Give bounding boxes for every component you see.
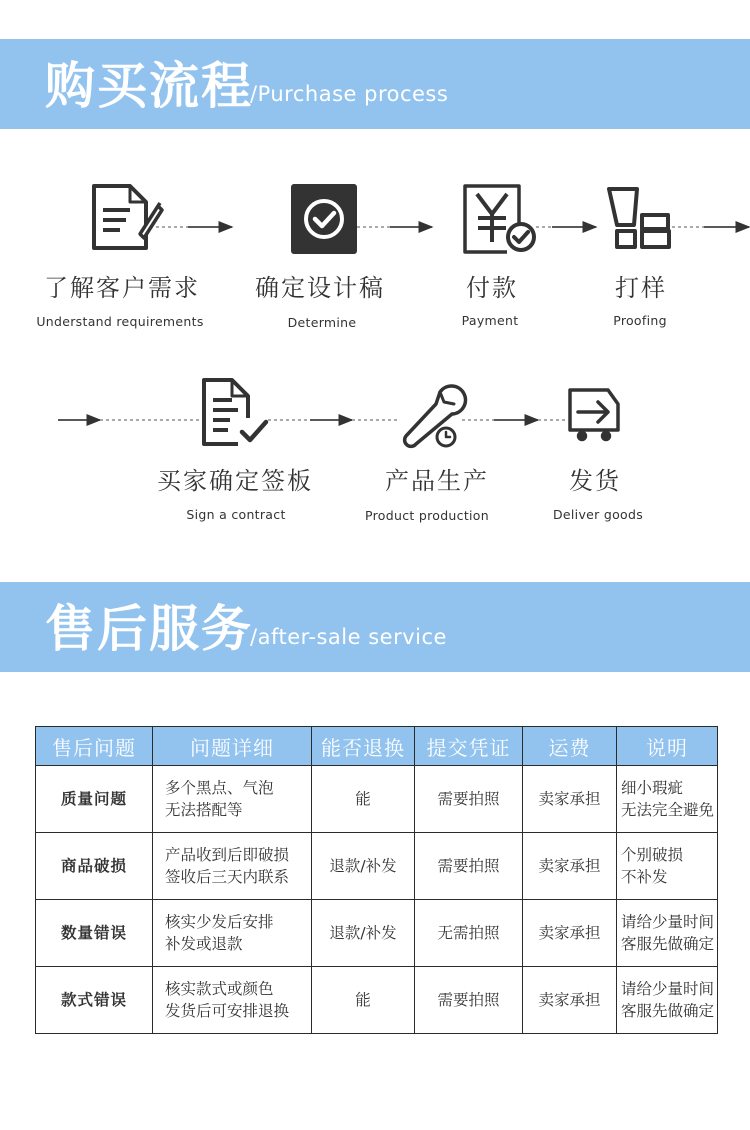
issue-name: 质量问题 — [36, 766, 153, 833]
wrench-clock-icon — [405, 386, 466, 446]
step-label-zh: 确定设计稿 — [255, 274, 385, 302]
table-row — [36, 833, 718, 900]
proof-value: 需要拍照 — [415, 967, 523, 1034]
aftersale-subtitle: /after-sale service — [250, 625, 447, 649]
proofing-icon — [609, 189, 669, 247]
exchange-value: 能 — [312, 766, 415, 833]
delivery-icon — [570, 390, 618, 440]
issue-name: 款式错误 — [36, 967, 153, 1034]
header-note: 说明 — [617, 727, 718, 766]
step-label-en: Deliver goods — [552, 507, 644, 522]
step-label-en: Sign a contract — [186, 507, 286, 522]
header-detail: 问题详细 — [153, 727, 312, 766]
yen-payment-icon — [465, 186, 534, 252]
purchase-title: 购买流程 — [45, 57, 253, 115]
step-label-zh: 买家确定签板 — [157, 467, 313, 495]
step-label-en: Payment — [461, 313, 519, 328]
issue-detail: 多个黑点、气泡 无法搭配等 — [153, 766, 312, 833]
freight-value: 卖家承担 — [523, 833, 617, 900]
step-label-zh: 发货 — [569, 467, 621, 495]
step-label-en: Product production — [365, 508, 489, 523]
step-label-zh: 产品生产 — [385, 467, 489, 495]
freight-value: 卖家承担 — [523, 967, 617, 1034]
step-label-zh: 打样 — [615, 274, 667, 302]
aftersale-banner — [0, 582, 750, 672]
document-edit-icon — [94, 186, 162, 248]
issue-name: 商品破损 — [36, 833, 153, 900]
step-label-en: Proofing — [613, 313, 667, 328]
table-header-row — [36, 727, 718, 766]
header-proof: 提交凭证 — [415, 727, 523, 766]
step-label-zh: 了解客户需求 — [44, 274, 200, 302]
step-label-zh: 付款 — [466, 274, 518, 302]
table-row — [36, 967, 718, 1034]
note-value: 请给少量时间 客服先做确定 — [617, 967, 718, 1034]
check-circle-icon — [291, 184, 357, 254]
proof-value: 无需拍照 — [415, 900, 523, 967]
issue-name: 数量错误 — [36, 900, 153, 967]
proof-value: 需要拍照 — [415, 833, 523, 900]
header-exchange: 能否退换 — [312, 727, 415, 766]
exchange-value: 退款/补发 — [312, 900, 415, 967]
table-row — [36, 900, 718, 967]
freight-value: 卖家承担 — [523, 900, 617, 967]
document-check-icon — [204, 380, 266, 444]
issue-detail: 核实款式或颜色 发货后可安排退换 — [153, 967, 312, 1034]
proof-value: 需要拍照 — [415, 766, 523, 833]
aftersale-title: 售后服务 — [45, 600, 253, 658]
step-label-en: Determine — [287, 315, 357, 330]
header-issue: 售后问题 — [36, 727, 153, 766]
step-label-en: Understand requirements — [36, 314, 204, 329]
issue-detail: 产品收到后即破损 签收后三天内联系 — [153, 833, 312, 900]
note-value: 个别破损 不补发 — [617, 833, 718, 900]
issue-detail: 核实少发后安排 补发或退款 — [153, 900, 312, 967]
header-freight: 运费 — [523, 727, 617, 766]
exchange-value: 能 — [312, 967, 415, 1034]
exchange-value: 退款/补发 — [312, 833, 415, 900]
purchase-subtitle: /Purchase process — [250, 82, 449, 106]
note-value: 请给少量时间 客服先做确定 — [617, 900, 718, 967]
note-value: 细小瑕疵 无法完全避免 — [617, 766, 718, 833]
freight-value: 卖家承担 — [523, 766, 617, 833]
table-row — [36, 766, 718, 833]
aftersale-table — [35, 726, 718, 1034]
